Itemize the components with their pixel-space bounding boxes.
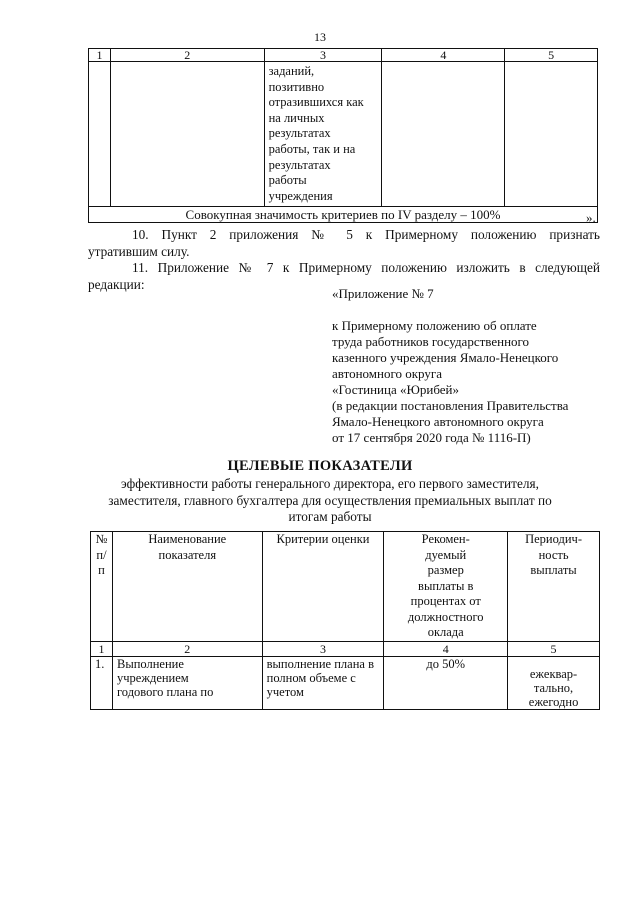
- header-period: Периодич- ность выплаты: [508, 532, 600, 642]
- table-cell: [110, 62, 264, 207]
- row-num: 1.: [91, 656, 113, 709]
- closing-quote: ».: [586, 210, 596, 225]
- appendix-line: казенного учреждения Ямало-Ненецкого: [332, 350, 559, 365]
- col-number: 2: [110, 49, 264, 62]
- appendix-line: к Примерному положению об оплате: [332, 318, 537, 333]
- col-number: 3: [264, 49, 382, 62]
- table-cell: [505, 62, 598, 207]
- row-period: ежеквар- тально, ежегодно: [508, 656, 600, 709]
- paragraph-10-line2: утратившим силу.: [88, 244, 190, 259]
- row-criteria: выполнение плана в полном объеме с учетом: [262, 656, 384, 709]
- paragraph-10-line1: 10. Пункт 2 приложения № 5 к Примерному положению признать: [132, 227, 600, 242]
- appendix-line: Ямало-Ненецкого автономного округа: [332, 414, 544, 429]
- table-column-numbers: [91, 641, 600, 656]
- table-cell: [382, 62, 505, 207]
- target-indicators-table: [90, 531, 600, 710]
- col-number: 5: [508, 641, 600, 656]
- table-total-row: [89, 207, 598, 223]
- col-number: 2: [112, 641, 262, 656]
- table-header-row: [91, 532, 600, 642]
- criteria-continued-text: заданий, позитивно отразившихся как на личных результатах работы, так и на результатах работы учреждения: [264, 62, 382, 207]
- header-name: Наименование показателя: [112, 532, 262, 642]
- appendix-title: «Приложение № 7: [332, 286, 434, 301]
- appendix-line: труда работников государственного: [332, 334, 530, 349]
- appendix-line: автономного округа: [332, 366, 442, 381]
- section-subtitle: эффективности работы генерального директора, его первого заместителя, заместителя, главного бухгалтера для осуществления премиальных выплат по итогам работы: [108, 476, 552, 524]
- section-title: ЦЕЛЕВЫЕ ПОКАЗАТЕЛИ: [227, 458, 413, 474]
- appendix-line: от 17 сентября 2020 года № 1116-П): [332, 430, 531, 445]
- paragraph-11-line2: редакции:: [88, 277, 145, 292]
- appendix-line: «Гостиница «Юрибей»: [332, 382, 459, 397]
- col-number: 5: [505, 49, 598, 62]
- table-column-numbers: [89, 49, 598, 62]
- criteria-table-continuation: [88, 48, 598, 223]
- col-number: 4: [382, 49, 505, 62]
- col-number: 4: [384, 641, 508, 656]
- total-significance: Совокупная значимость критериев по IV разделу – 100%: [89, 207, 598, 223]
- table-cell: [89, 62, 111, 207]
- table-row: [89, 62, 598, 207]
- row-name: Выполнение учреждением годового плана по: [112, 656, 262, 709]
- col-number: 1: [89, 49, 111, 62]
- header-criteria: Критерии оценки: [262, 532, 384, 642]
- row-size: до 50%: [384, 656, 508, 709]
- page-number: 13: [314, 30, 326, 44]
- appendix-line: (в редакции постановления Правительства: [332, 398, 569, 413]
- header-size: Рекомен- дуемый размер выплаты в процентах от должностного оклада: [384, 532, 508, 642]
- col-number: 3: [262, 641, 384, 656]
- paragraph-11-line1: 11. Приложение № 7 к Примерному положению изложить в следующей: [132, 260, 600, 275]
- col-number: 1: [91, 641, 113, 656]
- header-num: № п/п: [91, 532, 113, 642]
- table-row: [91, 656, 600, 709]
